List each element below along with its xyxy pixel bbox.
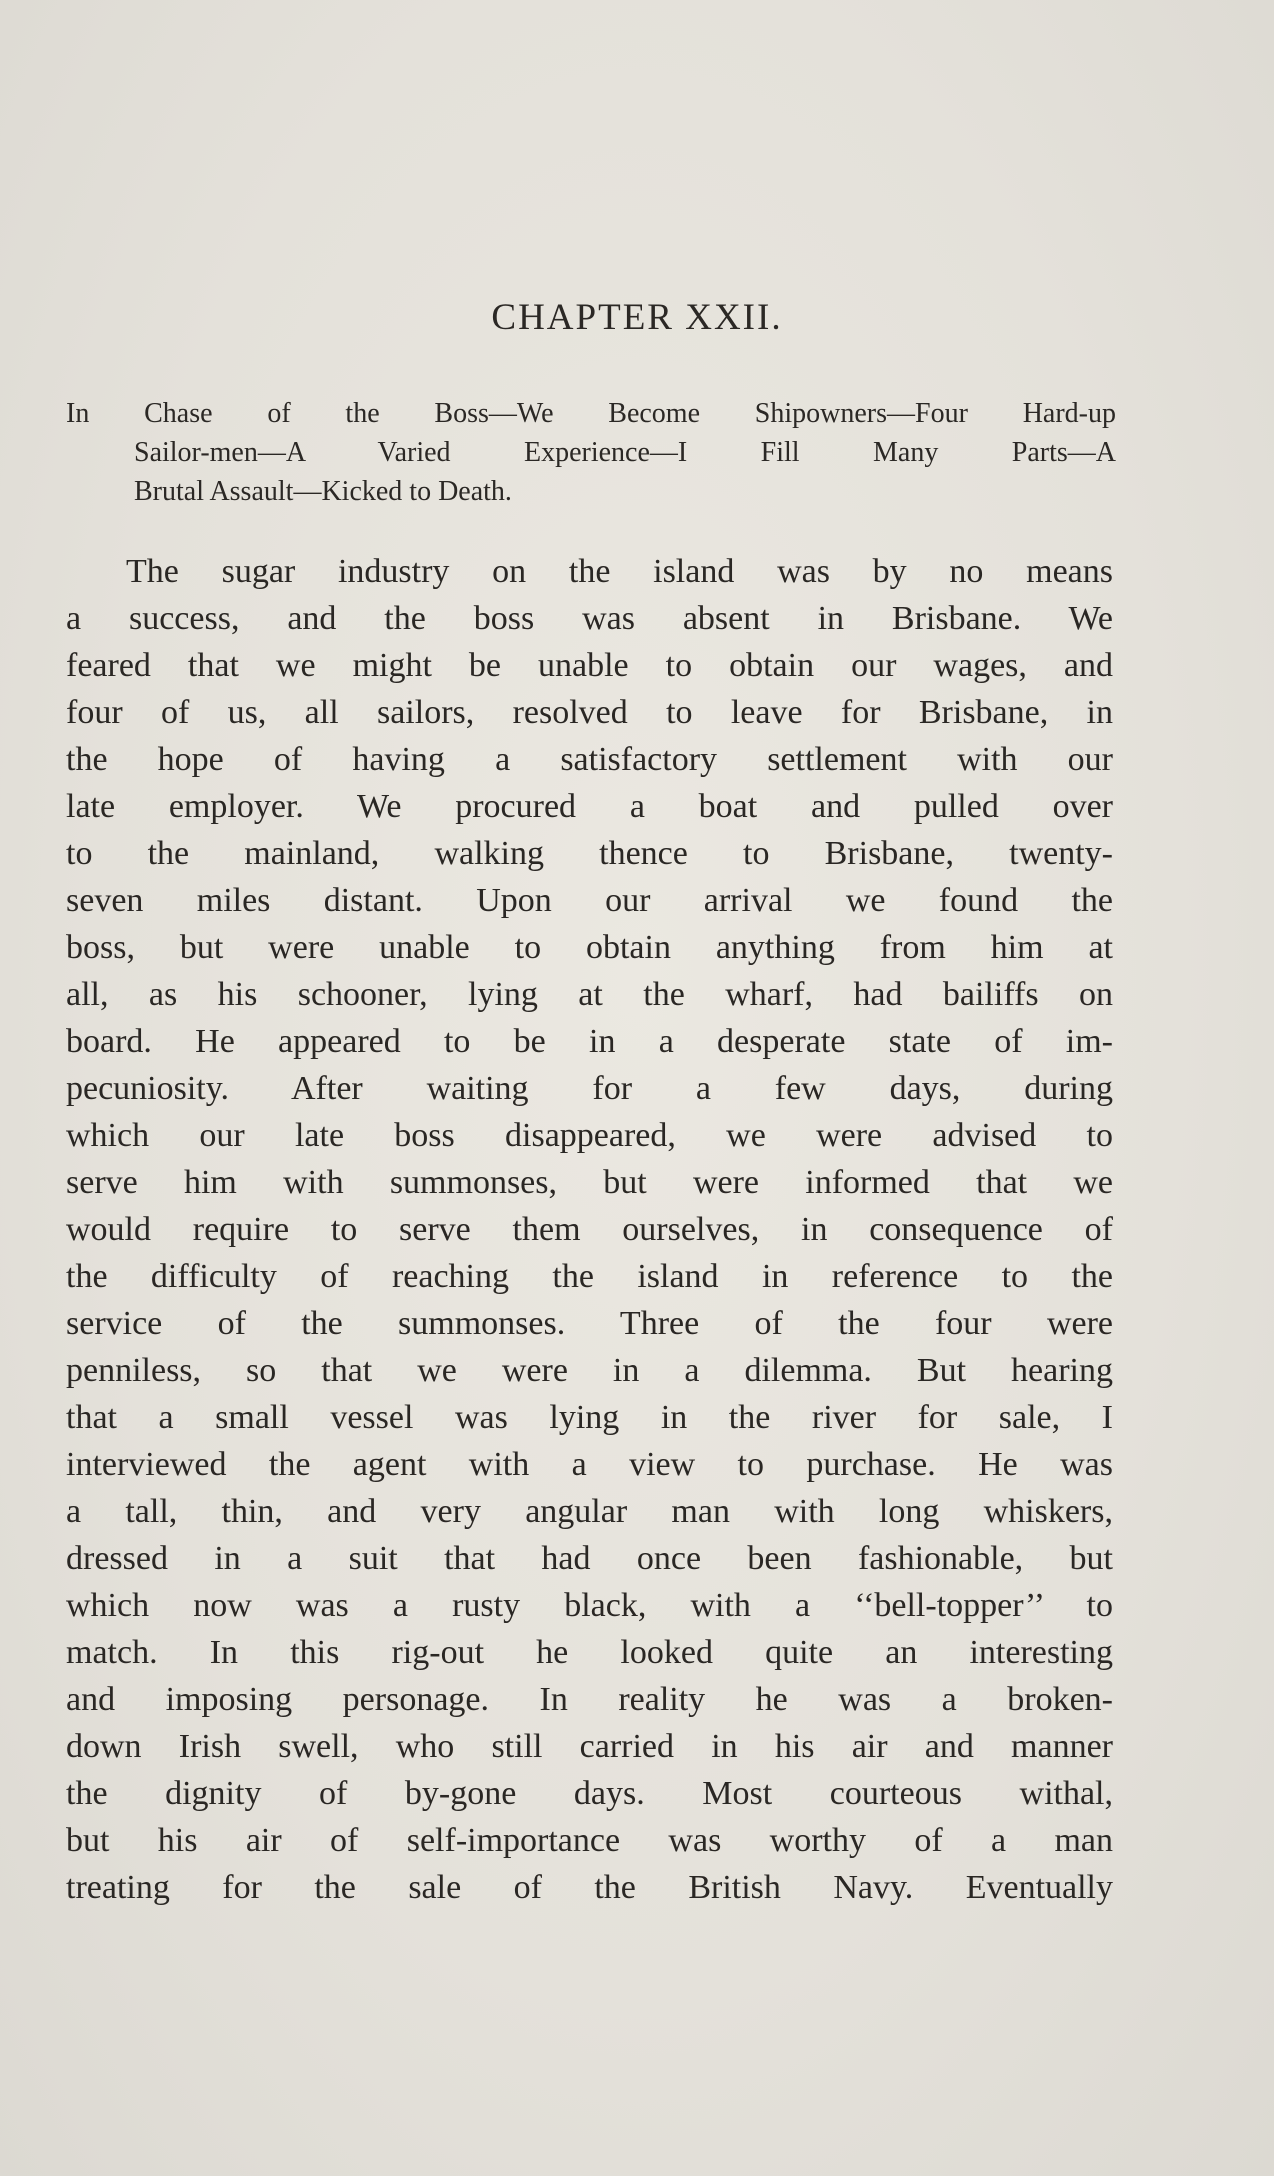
body-line: pecuniosity. After waiting for a few days, during <box>66 1070 1113 1107</box>
body-line: feared that we might be unable to obtain our wages, and <box>66 647 1113 684</box>
synopsis-line: Brutal Assault—Kicked to Death. <box>134 476 512 507</box>
body-line: penniless, so that we were in a dilemma. But hearing <box>66 1352 1113 1389</box>
chapter-synopsis <box>66 394 1116 511</box>
synopsis-line: In Chase of the Boss—We Become Shipowners—Four Hard-up <box>66 398 1116 429</box>
body-line: match. In this rig-out he looked quite an interesting <box>66 1634 1113 1671</box>
body-line: all, as his schooner, lying at the wharf, had bailiffs on <box>66 976 1113 1013</box>
body-line: down Irish swell, who still carried in his air and manner <box>66 1728 1113 1765</box>
body-line: a tall, thin, and very angular man with long whiskers, <box>66 1493 1113 1530</box>
body-line: a success, and the boss was absent in Brisbane. We <box>66 600 1113 637</box>
body-line: that a small vessel was lying in the river for sale, I <box>66 1399 1113 1436</box>
body-line: seven miles distant. Upon our arrival we found the <box>66 882 1113 919</box>
body-line: boss, but were unable to obtain anything from him at <box>66 929 1113 966</box>
body-line: the dignity of by-gone days. Most courteous withal, <box>66 1775 1113 1812</box>
body-paragraph <box>66 548 1113 1911</box>
body-line: serve him with summonses, but were informed that we <box>66 1164 1113 1201</box>
body-line: board. He appeared to be in a desperate state of im- <box>66 1023 1113 1060</box>
body-line: to the mainland, walking thence to Brisbane, twenty- <box>66 835 1113 872</box>
body-line: dressed in a suit that had once been fashionable, but <box>66 1540 1113 1577</box>
body-line: would require to serve them ourselves, in consequence of <box>66 1211 1113 1248</box>
body-line: but his air of self-importance was worthy of a man <box>66 1822 1113 1859</box>
body-line: the difficulty of reaching the island in reference to the <box>66 1258 1113 1295</box>
body-line: service of the summonses. Three of the four were <box>66 1305 1113 1342</box>
chapter-title: CHAPTER XXII. <box>491 297 783 338</box>
body-line: four of us, all sailors, resolved to leave for Brisbane, in <box>66 694 1113 731</box>
body-line: and imposing personage. In reality he was a broken- <box>66 1681 1113 1718</box>
body-line: interviewed the agent with a view to purchase. He was <box>66 1446 1113 1483</box>
synopsis-line: Sailor-men—A Varied Experience—I Fill Many Parts—A <box>134 437 1116 468</box>
body-line: late employer. We procured a boat and pulled over <box>66 788 1113 825</box>
body-line: which our late boss disappeared, we were advised to <box>66 1117 1113 1154</box>
body-line: the hope of having a satisfactory settlement with our <box>66 741 1113 778</box>
body-line: The sugar industry on the island was by no means <box>126 553 1113 590</box>
body-line: treating for the sale of the British Navy. Eventually <box>66 1869 1113 1906</box>
body-line: which now was a rusty black, with a ‘‘bell-topper’’ to <box>66 1587 1113 1624</box>
